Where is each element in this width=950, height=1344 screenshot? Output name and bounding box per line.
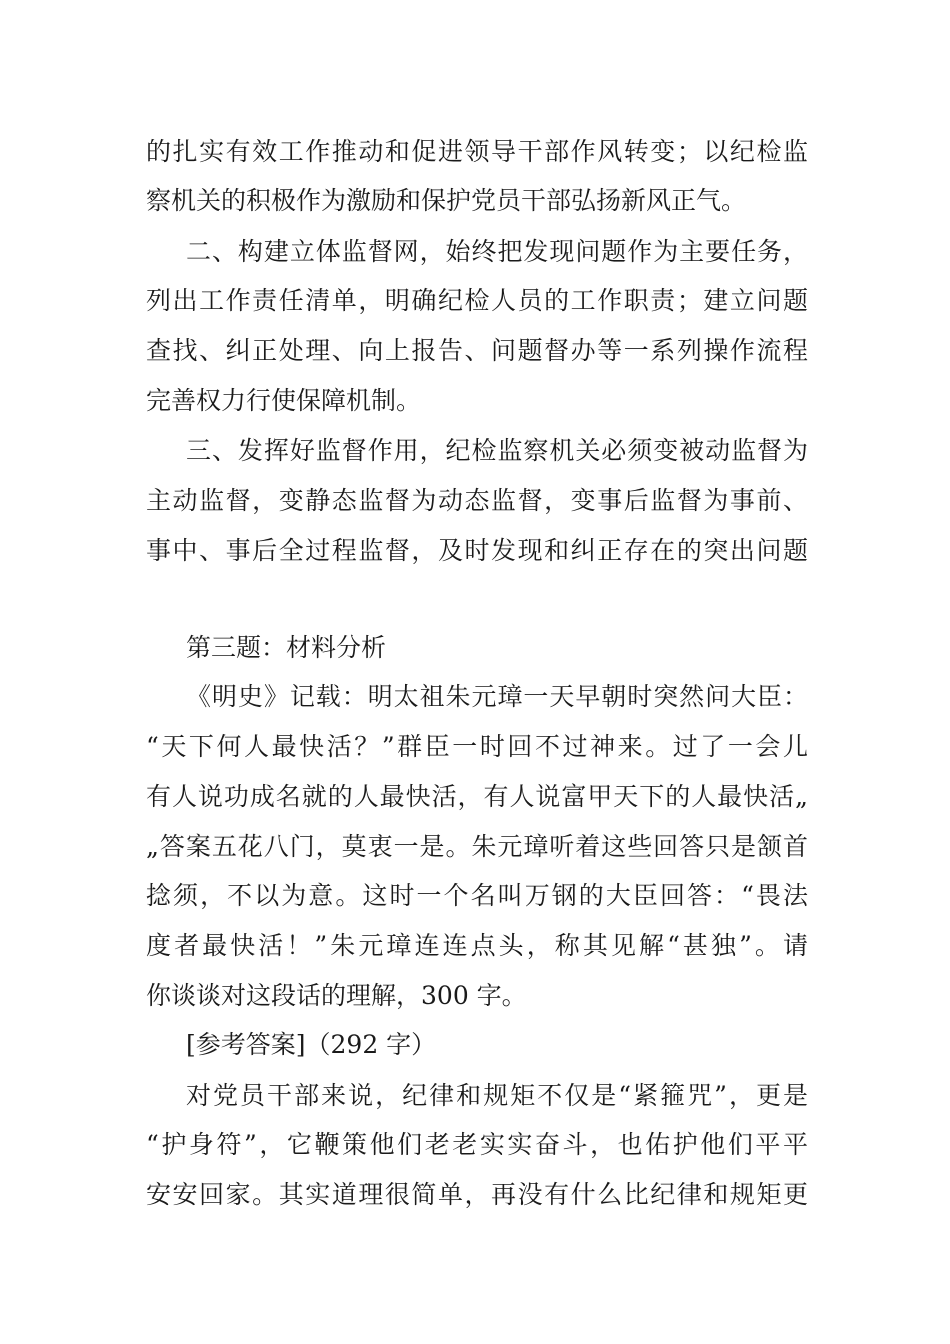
text-line: „答案五花八门，莫衷一是。朱元璋听着这些回答只是颔首 bbox=[146, 832, 808, 861]
text-line: 有人说功成名就的人最快活，有人说富甲天下的人最快活„ bbox=[146, 782, 808, 811]
text-line: 察机关的积极作为激励和保护党员干部弘扬新风正气。 bbox=[146, 186, 747, 215]
text-line: 你谈谈对这段话的理解，300 字。 bbox=[146, 981, 527, 1010]
section-heading: 第三题：材料分析 bbox=[186, 633, 387, 662]
text-line: “护身符”，它鞭策他们老老实实奋斗，也佑护他们平平 bbox=[146, 1130, 808, 1159]
text-line: 对党员干部来说，纪律和规矩不仅是“紧箍咒”，更是 bbox=[186, 1081, 808, 1110]
text-line: 完善权力行使保障机制。 bbox=[146, 386, 422, 415]
text-line: 事中、事后全过程监督，及时发现和纠正存在的突出问题 bbox=[146, 536, 808, 565]
text-line: 查找、纠正处理、向上报告、问题督办等一系列操作流程 bbox=[146, 336, 808, 365]
text-line: 度者最快活！”朱元璋连连点头，称其见解“甚独”。请 bbox=[146, 931, 808, 960]
text-line: 的扎实有效工作推动和促进领导干部作风转变；以纪检监 bbox=[146, 137, 808, 166]
text-line: 二、构建立体监督网，始终把发现问题作为主要任务， bbox=[186, 237, 808, 266]
text-line: 安安回家。其实道理很简单，再没有什么比纪律和规矩更 bbox=[146, 1180, 808, 1209]
text-line: 捻须，不以为意。这时一个名叫万钢的大臣回答：“畏法 bbox=[146, 881, 808, 910]
text-line: 主动监督，变静态监督为动态监督，变事后监督为事前、 bbox=[146, 486, 808, 515]
answer-label: [参考答案]（292 字） bbox=[186, 1030, 437, 1059]
text-line: 列出工作责任清单，明确纪检人员的工作职责；建立问题 bbox=[146, 286, 808, 315]
text-line: “天下何人最快活？”群臣一时回不过神来。过了一会儿 bbox=[146, 732, 808, 761]
text-line: 三、发挥好监督作用，纪检监察机关必须变被动监督为 bbox=[186, 436, 808, 465]
text-line: 《明史》记载：明太祖朱元璋一天早朝时突然问大臣： bbox=[186, 682, 808, 711]
